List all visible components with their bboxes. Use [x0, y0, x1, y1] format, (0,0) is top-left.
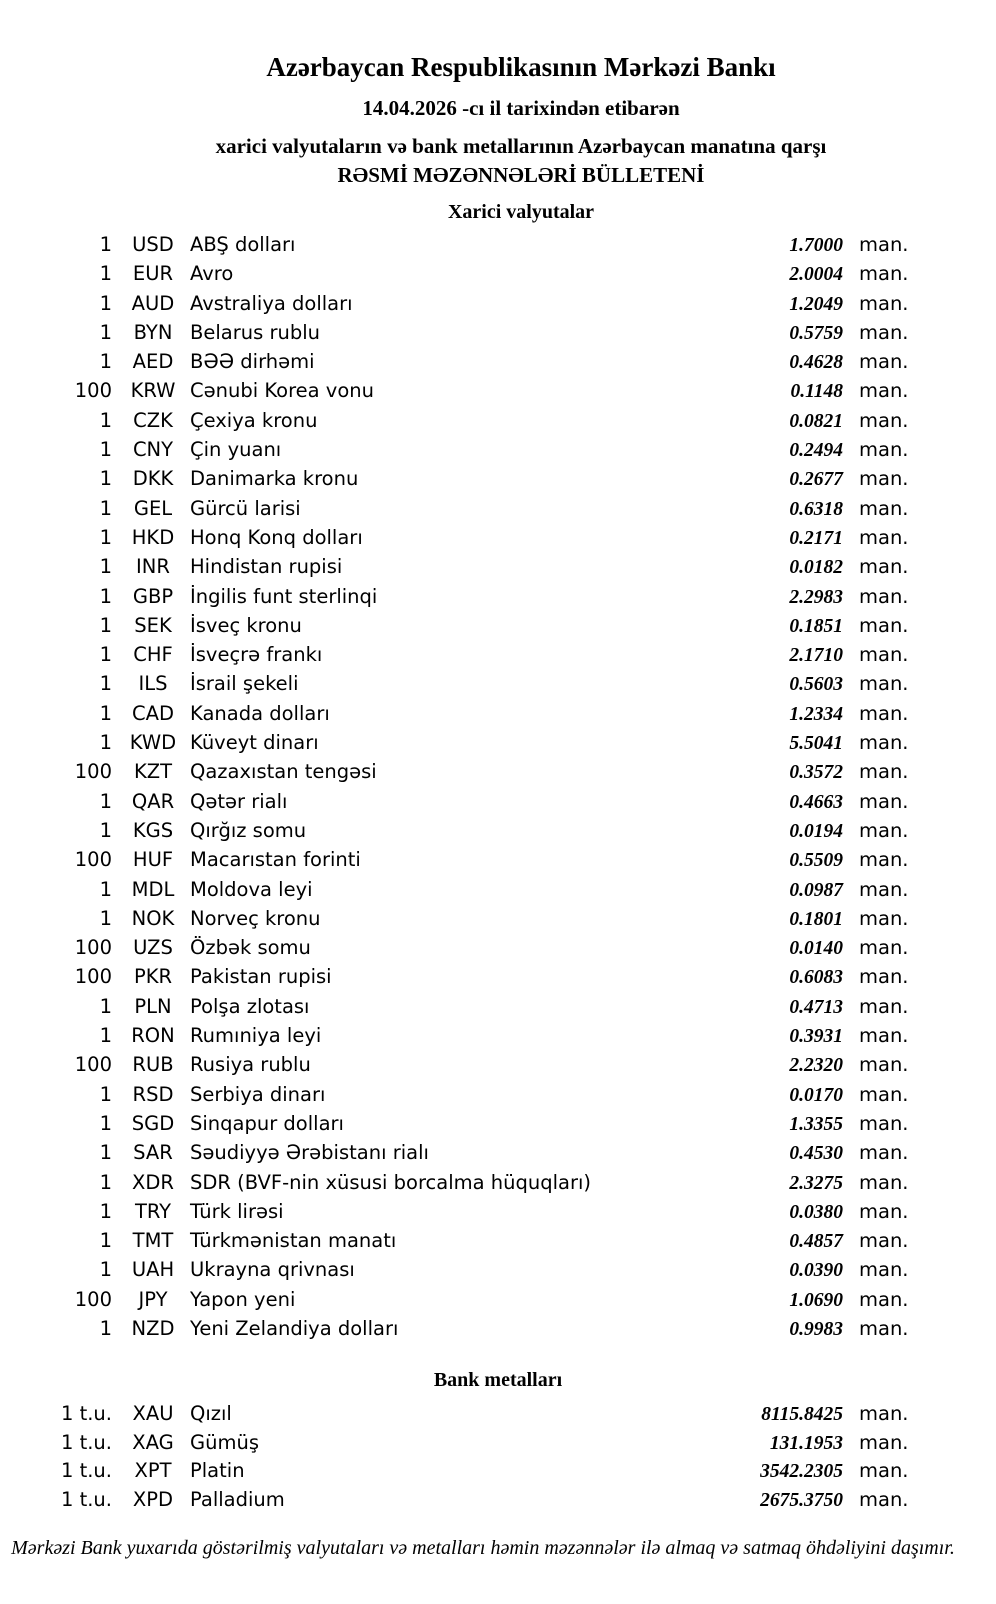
- currency-quantity: 1: [99, 408, 112, 432]
- metal-code: XAG: [132, 1430, 174, 1454]
- currency-row: [0, 1138, 996, 1167]
- currency-rate: 1.2049: [789, 293, 843, 315]
- currency-quantity: 1: [99, 1258, 112, 1282]
- currency-quantity: 100: [74, 848, 112, 872]
- currency-unit: man.: [859, 1170, 909, 1194]
- metal-quantity: 1 t.u.: [60, 1402, 112, 1426]
- currency-unit: man.: [859, 672, 909, 696]
- currency-row: [0, 406, 996, 435]
- currency-unit: man.: [859, 291, 909, 315]
- currency-unit: man.: [859, 936, 909, 960]
- currency-quantity: 100: [74, 379, 112, 403]
- currency-name: Türk lirəsi: [190, 1199, 284, 1223]
- currency-unit: man.: [859, 994, 909, 1018]
- currency-quantity: 1: [99, 291, 112, 315]
- currency-quantity: 1: [99, 438, 112, 462]
- currency-unit: man.: [859, 789, 909, 813]
- currency-rate: 0.4530: [789, 1143, 843, 1165]
- currency-name: Özbək somu: [190, 936, 311, 960]
- header: [0, 0, 996, 224]
- metal-rate: 3542.2305: [760, 1461, 843, 1483]
- currency-name: Moldova leyi: [190, 877, 313, 901]
- currency-quantity: 1: [99, 818, 112, 842]
- currency-name: Ukrayna qrivnası: [190, 1258, 355, 1282]
- currency-unit: man.: [859, 525, 909, 549]
- currency-code: CNY: [132, 438, 174, 462]
- bank-name-title: Azərbaycan Respublikasının Mərkəzi Bankı: [266, 52, 776, 82]
- currency-rate: 0.4713: [789, 996, 843, 1018]
- effective-date-line: 14.04.2026 -cı il tarixindən etibarən: [362, 96, 680, 120]
- currency-row: [0, 259, 996, 288]
- metal-rate: 2675.3750: [760, 1489, 843, 1511]
- currency-unit: man.: [859, 1229, 909, 1253]
- currency-quantity: 100: [74, 936, 112, 960]
- currency-rate: 0.0821: [789, 410, 843, 432]
- currency-quantity: 1: [99, 320, 112, 344]
- currency-unit: man.: [859, 877, 909, 901]
- currency-code: SAR: [133, 1141, 173, 1165]
- currency-rate: 0.0170: [789, 1084, 843, 1106]
- currency-quantity: 1: [99, 233, 112, 256]
- currency-quantity: 1: [99, 1111, 112, 1135]
- currency-unit: man.: [859, 379, 909, 403]
- currency-code: SGD: [131, 1111, 175, 1135]
- currency-name: Çin yuanı: [190, 438, 282, 462]
- currency-name: Qazaxıstan tengəsi: [190, 760, 377, 784]
- currency-quantity: 100: [74, 1287, 112, 1311]
- currency-rate: 0.3572: [789, 762, 843, 784]
- currency-code: UZS: [133, 936, 173, 960]
- currency-name: Rumıniya leyi: [190, 1024, 322, 1048]
- currency-name: Avstraliya dolları: [190, 291, 353, 315]
- metal-code: XPT: [134, 1459, 172, 1483]
- currency-unit: man.: [859, 467, 909, 491]
- currency-quantity: 1: [99, 584, 112, 608]
- currency-row: [0, 1197, 996, 1226]
- currency-rates-table: [0, 230, 996, 1343]
- currency-name: Gürcü larisi: [190, 496, 301, 520]
- currency-row: [0, 669, 996, 698]
- currency-unit: man.: [859, 1316, 909, 1340]
- currency-code: JPY: [138, 1287, 168, 1311]
- currency-row: [0, 230, 996, 259]
- currency-rate: 5.5041: [789, 733, 843, 755]
- currency-quantity: 1: [99, 731, 112, 755]
- currency-unit: man.: [859, 760, 909, 784]
- currency-rate: 0.4628: [789, 352, 843, 374]
- currency-code: QAR: [131, 789, 175, 813]
- currency-code: MDL: [131, 877, 175, 901]
- currency-unit: man.: [859, 731, 909, 755]
- currency-name: İngilis funt sterlinqi: [190, 584, 378, 608]
- metal-row: [0, 1486, 996, 1515]
- currency-row: [0, 962, 996, 991]
- currency-name: Hindistan rupisi: [190, 555, 343, 579]
- currency-name: Rusiya rublu: [190, 1053, 311, 1077]
- currency-row: [0, 1226, 996, 1255]
- currency-code: NZD: [131, 1316, 175, 1340]
- currency-unit: man.: [859, 584, 909, 608]
- currency-code: NOK: [131, 906, 175, 930]
- currency-quantity: 1: [99, 467, 112, 491]
- currency-code: AED: [132, 350, 174, 374]
- currency-rate: 0.2171: [789, 527, 843, 549]
- currency-rate: 1.7000: [789, 235, 843, 256]
- metal-unit: man.: [859, 1430, 909, 1454]
- currency-unit: man.: [859, 1024, 909, 1048]
- currency-name: Qətər rialı: [190, 789, 288, 813]
- currency-name: Polşa zlotası: [190, 994, 310, 1018]
- currency-code: KGS: [132, 818, 174, 842]
- currency-rate: 2.1710: [789, 645, 843, 667]
- currency-rate: 1.0690: [789, 1289, 843, 1311]
- metal-unit: man.: [859, 1487, 909, 1511]
- currency-rate: 0.4663: [789, 791, 843, 813]
- currency-name: Kanada dolları: [190, 701, 330, 725]
- currency-code: KWD: [129, 731, 177, 755]
- bulletin-subtitle: xarici valyutaların və bank metallarının Azərbaycan manatına qarşı: [215, 134, 827, 158]
- currency-quantity: 1: [99, 555, 112, 579]
- currency-name: Honq Konq dolları: [190, 525, 363, 549]
- currency-rate: 0.0194: [789, 820, 843, 842]
- currency-quantity: 1: [99, 262, 112, 286]
- currency-quantity: 1: [99, 672, 112, 696]
- currency-rate: 0.5759: [789, 322, 843, 344]
- currency-row: [0, 464, 996, 493]
- currency-name: SDR (BVF-nin xüsusi borcalma hüquqları): [190, 1170, 592, 1194]
- currency-code: EUR: [132, 262, 174, 286]
- currency-code: PKR: [133, 965, 173, 989]
- currency-quantity: 1: [99, 1170, 112, 1194]
- currency-name: İsveçrə frankı: [190, 643, 323, 667]
- currency-rate: 2.3275: [789, 1172, 843, 1194]
- currency-quantity: 1: [99, 1229, 112, 1253]
- currency-code: KRW: [130, 379, 176, 403]
- currency-unit: man.: [859, 818, 909, 842]
- currency-quantity: 1: [99, 525, 112, 549]
- currency-rate: 0.5603: [789, 674, 843, 696]
- currency-rate: 1.2334: [789, 703, 843, 725]
- currency-code: KZT: [133, 760, 173, 784]
- currency-row: [0, 933, 996, 962]
- currency-row: [0, 435, 996, 464]
- currency-unit: man.: [859, 320, 909, 344]
- currency-row: [0, 289, 996, 318]
- currency-quantity: 1: [99, 1082, 112, 1106]
- currency-quantity: 1: [99, 1141, 112, 1165]
- currency-code: INR: [136, 555, 170, 579]
- currency-rate: 0.6318: [789, 498, 843, 520]
- metal-rates-table: [0, 1400, 996, 1514]
- currency-rate: 0.1851: [789, 615, 843, 637]
- currency-row: [0, 1021, 996, 1050]
- currency-row: [0, 1255, 996, 1284]
- currency-unit: man.: [859, 1082, 909, 1106]
- currency-rate: 0.0987: [789, 879, 843, 901]
- currency-rate: 2.0004: [789, 264, 843, 286]
- currency-name: Norveç kronu: [190, 906, 321, 930]
- metal-code: XPD: [132, 1487, 174, 1511]
- currency-unit: man.: [859, 1199, 909, 1223]
- currency-code: GEL: [133, 496, 173, 520]
- currency-unit: man.: [859, 350, 909, 374]
- currency-code: RSD: [132, 1082, 174, 1106]
- currency-row: [0, 787, 996, 816]
- currency-quantity: 1: [99, 1316, 112, 1340]
- currency-name: Çexiya kronu: [190, 408, 318, 432]
- currency-unit: man.: [859, 262, 909, 286]
- currency-rate: 2.2320: [789, 1055, 843, 1077]
- currency-code: CAD: [132, 701, 174, 725]
- currency-code: CZK: [133, 408, 173, 432]
- currency-code: CHF: [133, 643, 173, 667]
- currency-row: [0, 318, 996, 347]
- currency-unit: man.: [859, 408, 909, 432]
- currency-row: [0, 494, 996, 523]
- currency-row: [0, 1109, 996, 1138]
- currency-quantity: 100: [74, 1053, 112, 1077]
- metal-row: [0, 1429, 996, 1458]
- currency-row: [0, 1050, 996, 1079]
- currency-unit: man.: [859, 965, 909, 989]
- currency-code: DKK: [132, 467, 174, 491]
- currency-rate: 0.6083: [789, 967, 843, 989]
- currency-code: AUD: [131, 291, 175, 315]
- metals-section-heading: Bank metalları: [433, 1369, 563, 1392]
- currency-name: Qırğız somu: [190, 818, 307, 842]
- currency-quantity: 100: [74, 760, 112, 784]
- metal-code: XAU: [132, 1402, 174, 1426]
- currency-unit: man.: [859, 555, 909, 579]
- metal-row: [0, 1400, 996, 1429]
- currency-row: [0, 816, 996, 845]
- currency-code: USD: [132, 233, 174, 256]
- currency-name: Cənubi Korea vonu: [190, 379, 374, 403]
- currency-unit: man.: [859, 1258, 909, 1282]
- currencies-section-heading: Xarici valyutalar: [447, 201, 595, 223]
- currency-quantity: 1: [99, 643, 112, 667]
- currency-unit: man.: [859, 438, 909, 462]
- currency-code: RON: [131, 1024, 175, 1048]
- currency-name: Serbiya dinarı: [190, 1082, 326, 1106]
- currency-code: GBP: [132, 584, 174, 608]
- currency-unit: man.: [859, 906, 909, 930]
- currency-unit: man.: [859, 701, 909, 725]
- currency-row: [0, 1168, 996, 1197]
- currency-name: BƏƏ dirhəmi: [190, 350, 315, 374]
- currency-name: Sinqapur dolları: [190, 1111, 344, 1135]
- currency-rate: 0.1148: [790, 381, 843, 403]
- metal-row: [0, 1457, 996, 1486]
- currency-row: [0, 845, 996, 874]
- currency-code: HKD: [131, 525, 175, 549]
- currency-unit: man.: [859, 1053, 909, 1077]
- currency-quantity: 1: [99, 1199, 112, 1223]
- currency-unit: man.: [859, 1287, 909, 1311]
- currency-quantity: 100: [74, 965, 112, 989]
- currency-row: [0, 611, 996, 640]
- currency-row: [0, 699, 996, 728]
- currency-rate: 0.2677: [789, 469, 843, 491]
- currency-unit: man.: [859, 1141, 909, 1165]
- currency-quantity: 1: [99, 496, 112, 520]
- currency-row: [0, 904, 996, 933]
- metal-name: Qızıl: [190, 1402, 232, 1426]
- currency-quantity: 1: [99, 350, 112, 374]
- currency-row: [0, 992, 996, 1021]
- currency-row: [0, 757, 996, 786]
- currency-rate: 0.1801: [789, 908, 843, 930]
- bulletin-title: RƏSMİ MƏZƏNNƏLƏRİ BÜLLETENİ: [337, 163, 705, 187]
- disclaimer-text: Mərkəzi Bank yuxarıda göstərilmiş valyutaları və metalları həmin məzənnələr ilə almaq və satmaq öhdəliyini daşımır.: [11, 1537, 955, 1560]
- metal-name: Palladium: [190, 1487, 285, 1511]
- currency-code: BYN: [133, 320, 173, 344]
- metal-quantity: 1 t.u.: [60, 1459, 112, 1483]
- currency-code: SEK: [134, 613, 172, 637]
- currency-rate: 2.2983: [789, 586, 843, 608]
- currency-name: Səudiyyə Ərəbistanı rialı: [190, 1141, 429, 1165]
- currency-rate: 0.0390: [789, 1260, 843, 1282]
- currency-unit: man.: [859, 1111, 909, 1135]
- currency-rate: 0.0380: [789, 1201, 843, 1223]
- currency-quantity: 1: [99, 877, 112, 901]
- currency-unit: man.: [859, 233, 909, 256]
- currency-code: TMT: [132, 1229, 174, 1253]
- currency-quantity: 1: [99, 994, 112, 1018]
- currency-rate: 0.4857: [789, 1231, 843, 1253]
- currency-rate: 1.3355: [789, 1113, 843, 1135]
- currency-name: Türkmənistan manatı: [190, 1229, 397, 1253]
- currency-row: [0, 552, 996, 581]
- currency-row: [0, 1285, 996, 1314]
- currency-code: TRY: [134, 1199, 172, 1223]
- currency-rate: 0.0140: [789, 938, 843, 960]
- metal-name: Platin: [190, 1459, 245, 1483]
- currency-rate: 0.0182: [789, 557, 843, 579]
- currency-name: Belarus rublu: [190, 320, 321, 344]
- currency-code: ILS: [138, 672, 168, 696]
- currency-code: PLN: [134, 994, 172, 1018]
- metal-name: Gümüş: [190, 1430, 259, 1454]
- currency-row: [0, 728, 996, 757]
- currency-row: [0, 1314, 996, 1343]
- currency-rate: 0.3931: [789, 1026, 843, 1048]
- currency-name: Danimarka kronu: [190, 467, 359, 491]
- currency-name: Küveyt dinarı: [190, 731, 319, 755]
- currency-unit: man.: [859, 613, 909, 637]
- currency-code: XDR: [132, 1170, 174, 1194]
- currency-name: Pakistan rupisi: [190, 965, 332, 989]
- currency-rate: 0.9983: [789, 1318, 843, 1340]
- currency-name: Yeni Zelandiya dolları: [190, 1316, 399, 1340]
- currency-name: Yapon yeni: [190, 1287, 296, 1311]
- currency-quantity: 1: [99, 1024, 112, 1048]
- currency-unit: man.: [859, 643, 909, 667]
- currency-quantity: 1: [99, 906, 112, 930]
- currency-code: UAH: [131, 1258, 175, 1282]
- currency-quantity: 1: [99, 701, 112, 725]
- currency-row: [0, 1080, 996, 1109]
- metal-quantity: 1 t.u.: [60, 1487, 112, 1511]
- currency-row: [0, 875, 996, 904]
- currency-quantity: 1: [99, 613, 112, 637]
- metal-quantity: 1 t.u.: [60, 1430, 112, 1454]
- currency-name: İsrail şekeli: [190, 672, 299, 696]
- currency-unit: man.: [859, 848, 909, 872]
- currency-name: Macarıstan forinti: [190, 848, 361, 872]
- currency-name: İsveç kronu: [190, 613, 302, 637]
- currency-name: Avro: [190, 262, 234, 286]
- currency-unit: man.: [859, 496, 909, 520]
- currency-rate: 0.5509: [789, 850, 843, 872]
- currency-code: RUB: [132, 1053, 174, 1077]
- currency-row: [0, 582, 996, 611]
- metal-unit: man.: [859, 1402, 909, 1426]
- metal-rate: 8115.8425: [761, 1404, 843, 1426]
- currency-row: [0, 640, 996, 669]
- currency-quantity: 1: [99, 789, 112, 813]
- currency-row: [0, 347, 996, 376]
- currency-row: [0, 523, 996, 552]
- metal-rate: 131.1953: [769, 1432, 843, 1454]
- currency-name: ABŞ dolları: [190, 233, 296, 256]
- metal-unit: man.: [859, 1459, 909, 1483]
- currency-code: HUF: [132, 848, 174, 872]
- currency-row: [0, 376, 996, 405]
- currency-rate: 0.2494: [789, 440, 843, 462]
